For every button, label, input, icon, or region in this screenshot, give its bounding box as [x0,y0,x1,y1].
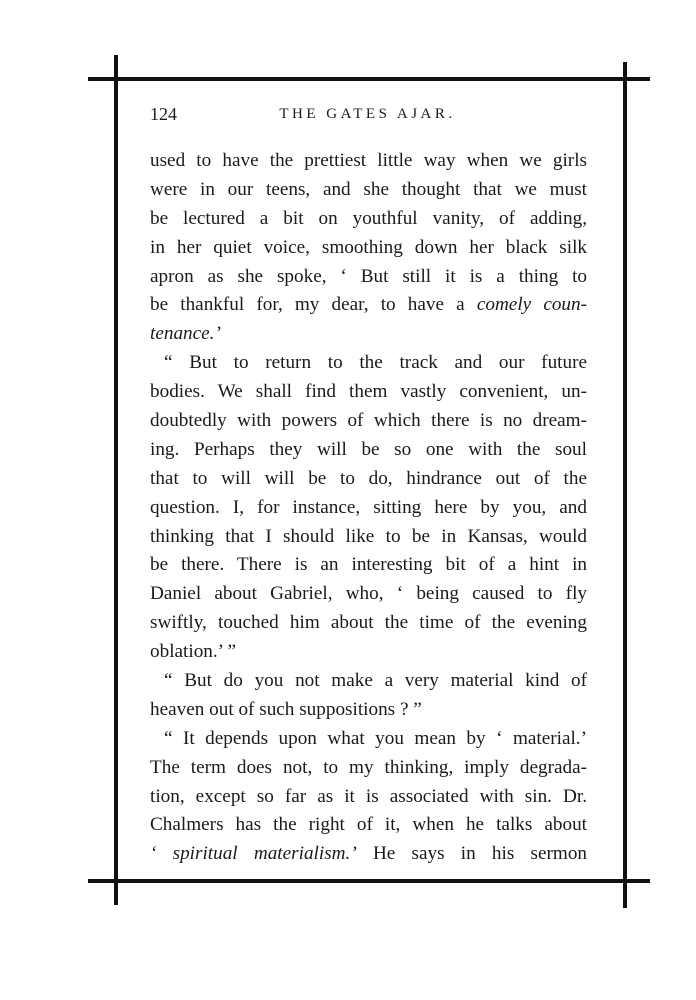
bottom-border-rule [88,879,650,883]
text-line: that to will will be to do, hindrance out of the [150,467,587,489]
text-line: bodies. We shall find them vastly convenient, un- [150,381,587,403]
text-line: in her quiet voice, smoothing down her black silk [150,236,587,258]
italic-phrase: ‘ spiritual materialism.’ [150,843,357,865]
running-head [150,104,585,130]
text-line: Chalmers has the right of it, when he talks about [150,814,587,836]
text-segment: be thankful for, my dear, to have a [150,294,465,316]
text-line: be lectured a bit on youthful vanity, of adding, [150,207,587,229]
italic-phrase: comely coun- [476,294,588,316]
text-line: be there. There is an interesting bit of a hint in [150,554,587,576]
left-border-rule [114,55,118,905]
page-number: 124 [150,104,177,124]
text-line: The term does not, to my thinking, imply degrada- [150,756,587,778]
text-line: oblation.’ ” [150,641,236,663]
text-line: doubtedly with powers of which there is no dream- [150,410,587,432]
page-title: THE GATES AJAR. [279,106,456,122]
text-line: tenance.’ [150,323,221,345]
top-border-rule [88,77,650,81]
text-line: “ But to return to the track and our future [164,352,587,374]
text-line: were in our teens, and she thought that we must [150,178,587,200]
text-line: “ But do you not make a very material kind of [164,670,587,692]
text-line: ing. Perhaps they will be so one with the soul [150,438,587,460]
text-line: “ It depends upon what you mean by ‘ material.’ [164,727,587,749]
body-text [150,147,587,869]
text-line: used to have the prettiest little way when we girls [150,150,587,171]
text-line: thinking that I should like to be in Kansas, would [150,525,587,547]
right-border-rule [623,62,627,908]
text-segment: He says in his sermon [372,843,588,865]
text-line: Daniel about Gabriel, who, ‘ being caused to fly [150,583,587,605]
text-line [150,840,587,869]
text-line: heaven out of such suppositions ? ” [150,698,422,720]
text-line: swiftly, touched him about the time of the evening [150,612,587,634]
text-line: question. I, for instance, sitting here by you, and [150,496,587,518]
text-line: apron as she spoke, ‘ But still it is a thing to [150,265,587,287]
text-line: tion, except so far as it is associated with sin. Dr. [150,785,587,807]
text-line [150,291,587,320]
